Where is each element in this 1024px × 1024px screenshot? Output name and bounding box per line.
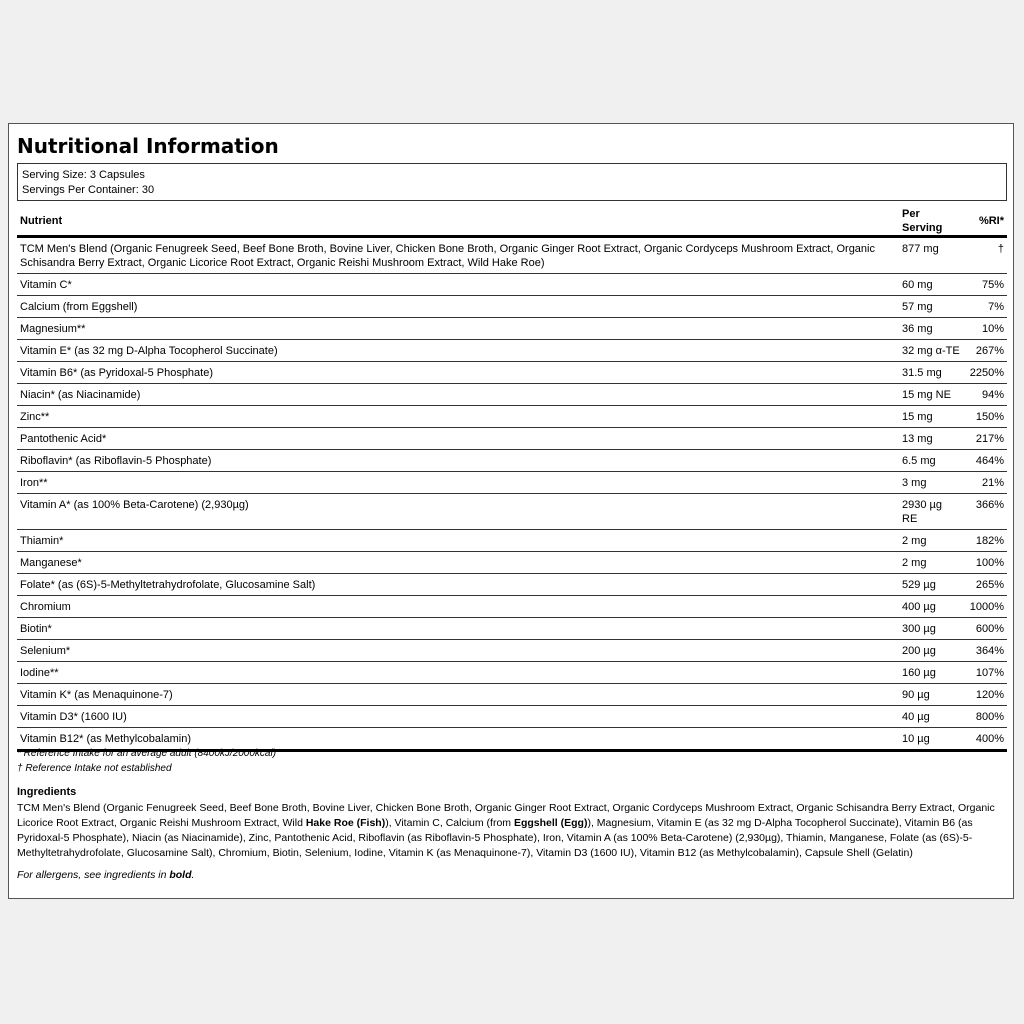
ri-cell: 100% xyxy=(963,552,1007,574)
table-row xyxy=(17,362,1007,384)
allergen-note xyxy=(17,868,194,882)
allergen-note-end: . xyxy=(191,869,195,881)
ri-cell: 21% xyxy=(963,472,1007,494)
page-title: Nutritional Information xyxy=(17,134,279,158)
per-serving-cell: 2 mg xyxy=(899,552,963,574)
per-serving-cell: 15 mg NE xyxy=(899,384,963,406)
nutrient-cell: Vitamin A* (as 100% Beta-Carotene) (2,930µg) xyxy=(17,494,899,530)
table-row xyxy=(17,237,1007,274)
per-serving-cell: 40 µg xyxy=(899,706,963,728)
ri-cell: 94% xyxy=(963,384,1007,406)
ingredients-heading: Ingredients xyxy=(17,786,77,798)
table-row xyxy=(17,494,1007,530)
nutrient-cell: Riboflavin* (as Riboflavin-5 Phosphate) xyxy=(17,450,899,472)
ri-cell: 2250% xyxy=(963,362,1007,384)
allergen-note-text: For allergens, see ingredients in xyxy=(17,869,170,881)
allergen-note-bold: bold xyxy=(169,869,192,881)
table-row xyxy=(17,596,1007,618)
ingredients-text xyxy=(17,801,1001,861)
serving-size: Serving Size: 3 Capsules xyxy=(22,169,145,181)
per-serving-cell: 10 µg xyxy=(899,728,963,751)
per-serving-cell: 529 µg xyxy=(899,574,963,596)
per-serving-cell: 31.5 mg xyxy=(899,362,963,384)
ingredients-part-3: ), Magnesium, Vitamin E (as 32 mg D-Alpha Tocopherol Succinate), Vitamin B6 (as Pyridoxal-5 Phosphate), Niacin (as Niacinamide), Zinc, Pantothenic Acid, Riboflavin (as Riboflavin-5 Phosphate), Iron, Vitamin A (as 100% Beta-Carotene) (2,930µg), Thiamin, Manganese, Folate (as (6S)-5-Methyltetrahydrofolate, Glucosamine Salt), Chromium, Biotin, Selenium, Iodine, Vitamin K (as Menaquinone-7), Vitamin D3 (1600 IU), Vitamin B12 (as Methylcobalamin), Capsule Shell (Gelatin) xyxy=(17,817,973,859)
nutrition-table-wrap xyxy=(17,207,1007,752)
table-row xyxy=(17,618,1007,640)
per-serving-cell: 877 mg xyxy=(899,237,963,274)
nutrient-cell: Niacin* (as Niacinamide) xyxy=(17,384,899,406)
table-row xyxy=(17,318,1007,340)
ri-cell: 150% xyxy=(963,406,1007,428)
per-serving-cell: 13 mg xyxy=(899,428,963,450)
ri-cell: 464% xyxy=(963,450,1007,472)
per-serving-cell: 36 mg xyxy=(899,318,963,340)
ri-cell: 182% xyxy=(963,530,1007,552)
ri-cell: 265% xyxy=(963,574,1007,596)
table-row xyxy=(17,450,1007,472)
serving-info-box xyxy=(17,163,1007,201)
nutrient-cell: Vitamin B6* (as Pyridoxal-5 Phosphate) xyxy=(17,362,899,384)
per-serving-cell: 3 mg xyxy=(899,472,963,494)
table-row xyxy=(17,574,1007,596)
per-serving-cell: 60 mg xyxy=(899,274,963,296)
ri-cell: 75% xyxy=(963,274,1007,296)
table-row xyxy=(17,552,1007,574)
table-row xyxy=(17,640,1007,662)
header-per-serving: Per Serving xyxy=(899,207,963,237)
ri-cell: 217% xyxy=(963,428,1007,450)
allergen-egg: Eggshell (Egg) xyxy=(513,817,588,829)
nutrient-cell: Thiamin* xyxy=(17,530,899,552)
nutrient-cell: Manganese* xyxy=(17,552,899,574)
table-row xyxy=(17,428,1007,450)
ri-cell: 600% xyxy=(963,618,1007,640)
nutrition-table xyxy=(17,207,1007,752)
ri-cell: 7% xyxy=(963,296,1007,318)
ri-cell: 10% xyxy=(963,318,1007,340)
ingredients-part-1: TCM Men's Blend (Organic Fenugreek Seed, Beef Bone Broth, Bovine Liver, Chicken Bone Broth, Organic Ginger Root Extract, Organic Cordyceps Mushroom Extract, Organic Schisandra Berry Extract, Organic Licorice Root Extract, Organic Reishi Mushroom Extract, Wild xyxy=(17,802,995,829)
ri-cell: 107% xyxy=(963,662,1007,684)
nutrition-panel xyxy=(8,123,1014,899)
nutrient-cell: Iodine** xyxy=(17,662,899,684)
table-row xyxy=(17,384,1007,406)
ri-cell: 1000% xyxy=(963,596,1007,618)
per-serving-cell: 300 µg xyxy=(899,618,963,640)
footnote-not-established: † Reference Intake not established xyxy=(17,763,172,774)
per-serving-cell: 160 µg xyxy=(899,662,963,684)
nutrient-cell: Chromium xyxy=(17,596,899,618)
per-serving-cell: 90 µg xyxy=(899,684,963,706)
header-nutrient: Nutrient xyxy=(17,207,899,237)
per-serving-cell: 400 µg xyxy=(899,596,963,618)
table-row xyxy=(17,296,1007,318)
nutrient-cell: Zinc** xyxy=(17,406,899,428)
per-serving-cell: 2930 µg RE xyxy=(899,494,963,530)
allergen-fish: Hake Roe (Fish) xyxy=(305,817,386,829)
nutrient-cell: Selenium* xyxy=(17,640,899,662)
nutrient-cell: Biotin* xyxy=(17,618,899,640)
table-header-row xyxy=(17,207,1007,237)
table-row xyxy=(17,684,1007,706)
ri-cell: 120% xyxy=(963,684,1007,706)
footnote-reference: * Reference Intake for an average adult (8400kJ/2000kcal) xyxy=(17,748,277,759)
nutrient-rows xyxy=(17,237,1007,751)
nutrient-cell: Calcium (from Eggshell) xyxy=(17,296,899,318)
nutrient-cell: Vitamin D3* (1600 IU) xyxy=(17,706,899,728)
nutrient-cell: Folate* (as (6S)-5-Methyltetrahydrofolate, Glucosamine Salt) xyxy=(17,574,899,596)
ri-cell: 366% xyxy=(963,494,1007,530)
per-serving-cell: 6.5 mg xyxy=(899,450,963,472)
ingredients-part-2: ), Vitamin C, Calcium (from xyxy=(385,817,514,829)
header-ri: %RI* xyxy=(963,207,1007,237)
nutrient-cell: TCM Men's Blend (Organic Fenugreek Seed, Beef Bone Broth, Bovine Liver, Chicken Bone Broth, Organic Ginger Root Extract, Organic Cordyceps Mushroom Extract, Organic Schisandra Berry Extract, Organic Licorice Root Extract, Organic Reishi Mushroom Extract, Wild Hake Roe) xyxy=(17,237,899,274)
nutrient-cell: Vitamin K* (as Menaquinone-7) xyxy=(17,684,899,706)
per-serving-cell: 2 mg xyxy=(899,530,963,552)
ri-cell: 800% xyxy=(963,706,1007,728)
ri-cell: 400% xyxy=(963,728,1007,751)
per-serving-cell: 15 mg xyxy=(899,406,963,428)
table-row xyxy=(17,706,1007,728)
nutrient-cell: Vitamin E* (as 32 mg D-Alpha Tocopherol Succinate) xyxy=(17,340,899,362)
ri-cell: 364% xyxy=(963,640,1007,662)
nutrient-cell: Magnesium** xyxy=(17,318,899,340)
nutrient-cell: Pantothenic Acid* xyxy=(17,428,899,450)
ri-cell: 267% xyxy=(963,340,1007,362)
ri-cell: † xyxy=(963,237,1007,274)
nutrient-cell: Vitamin B12* (as Methylcobalamin) xyxy=(17,728,899,751)
nutrient-cell: Iron** xyxy=(17,472,899,494)
table-row xyxy=(17,662,1007,684)
table-row xyxy=(17,340,1007,362)
footnotes xyxy=(17,746,1007,776)
per-serving-cell: 200 µg xyxy=(899,640,963,662)
table-row xyxy=(17,472,1007,494)
per-serving-cell: 57 mg xyxy=(899,296,963,318)
table-row xyxy=(17,406,1007,428)
nutrient-cell: Vitamin C* xyxy=(17,274,899,296)
table-row xyxy=(17,274,1007,296)
servings-per-container: Servings Per Container: 30 xyxy=(22,184,155,196)
per-serving-cell: 32 mg α-TE xyxy=(899,340,963,362)
table-row xyxy=(17,530,1007,552)
